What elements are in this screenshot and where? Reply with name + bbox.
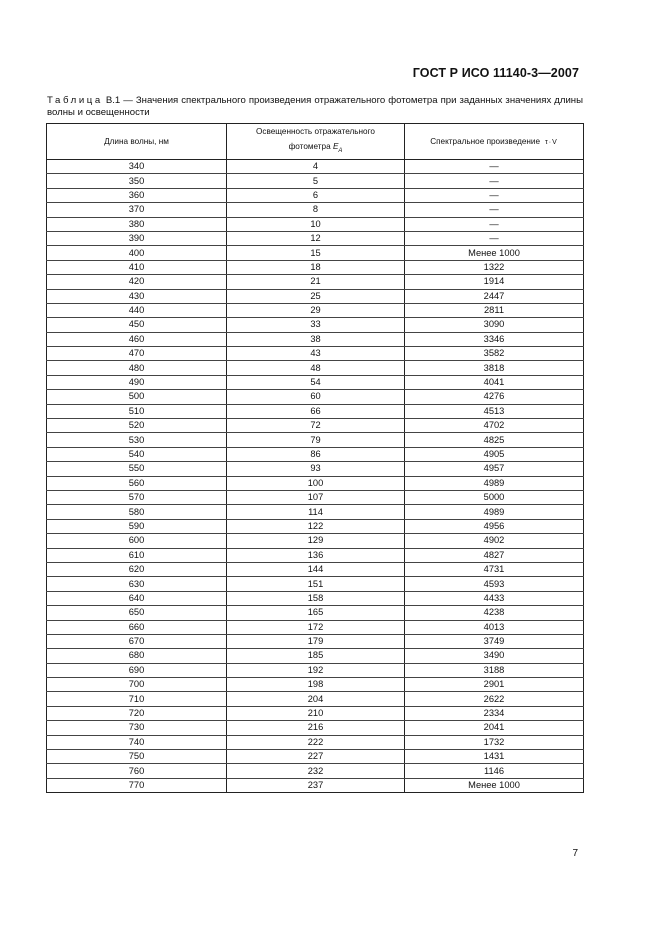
cell-illuminance: 198 [227, 678, 405, 692]
header-illuminance-line2: фотометра [288, 142, 333, 151]
cell-spectral-product: 2041 [405, 721, 584, 735]
cell-wavelength: 720 [47, 706, 227, 720]
cell-illuminance: 151 [227, 577, 405, 591]
cell-wavelength: 650 [47, 606, 227, 620]
cell-wavelength: 370 [47, 203, 227, 217]
cell-wavelength: 570 [47, 490, 227, 504]
table-caption [47, 95, 583, 119]
table-row [47, 174, 584, 188]
table-row [47, 678, 584, 692]
cell-wavelength: 440 [47, 303, 227, 317]
cell-spectral-product: — [405, 174, 584, 188]
table-row [47, 390, 584, 404]
cell-spectral-product: 3090 [405, 318, 584, 332]
cell-illuminance: 204 [227, 692, 405, 706]
table-row [47, 721, 584, 735]
table-row [47, 275, 584, 289]
spectral-product-symbol: τ·V [545, 138, 558, 146]
header-wavelength: Длина волны, нм [47, 124, 227, 160]
header-spectral-product-label: Спектральное произведение [430, 136, 541, 146]
cell-wavelength: 540 [47, 447, 227, 461]
cell-illuminance: 237 [227, 778, 405, 792]
cell-illuminance: 227 [227, 750, 405, 764]
cell-illuminance: 210 [227, 706, 405, 720]
document-code: ГОСТ Р ИСО 11140-3—2007 [412, 66, 579, 80]
cell-illuminance: 172 [227, 620, 405, 634]
table-row [47, 706, 584, 720]
cell-wavelength: 610 [47, 548, 227, 562]
cell-illuminance: 129 [227, 534, 405, 548]
table-caption-text: В.1 — Значения спектрального произведения отражательного фотометра при заданных значениях длины волны и освещенности [47, 95, 583, 118]
cell-wavelength: 480 [47, 361, 227, 375]
table-row [47, 778, 584, 792]
table-row [47, 246, 584, 260]
cell-spectral-product: — [405, 231, 584, 245]
cell-illuminance: 54 [227, 375, 405, 389]
cell-illuminance: 72 [227, 419, 405, 433]
cell-wavelength: 660 [47, 620, 227, 634]
table-body [47, 160, 584, 793]
table-row [47, 562, 584, 576]
cell-illuminance: 107 [227, 490, 405, 504]
cell-wavelength: 530 [47, 433, 227, 447]
cell-wavelength: 490 [47, 375, 227, 389]
cell-illuminance: 18 [227, 260, 405, 274]
table-row [47, 764, 584, 778]
cell-illuminance: 12 [227, 231, 405, 245]
cell-illuminance: 48 [227, 361, 405, 375]
cell-wavelength: 630 [47, 577, 227, 591]
table-row [47, 476, 584, 490]
table-row [47, 634, 584, 648]
cell-spectral-product: 3490 [405, 649, 584, 663]
cell-wavelength: 520 [47, 419, 227, 433]
cell-spectral-product: — [405, 160, 584, 174]
illuminance-subscript: A [338, 148, 343, 154]
table-row [47, 231, 584, 245]
cell-wavelength: 400 [47, 246, 227, 260]
cell-illuminance: 79 [227, 433, 405, 447]
table-row [47, 361, 584, 375]
cell-spectral-product: 1322 [405, 260, 584, 274]
spectral-product-table [46, 123, 584, 793]
table-row [47, 591, 584, 605]
table-row [47, 217, 584, 231]
cell-illuminance: 144 [227, 562, 405, 576]
cell-illuminance: 232 [227, 764, 405, 778]
cell-wavelength: 340 [47, 160, 227, 174]
table-caption-label: Таблица [47, 95, 103, 106]
cell-illuminance: 165 [227, 606, 405, 620]
cell-spectral-product: — [405, 217, 584, 231]
cell-spectral-product: 5000 [405, 490, 584, 504]
cell-wavelength: 360 [47, 188, 227, 202]
cell-wavelength: 750 [47, 750, 227, 764]
cell-wavelength: 510 [47, 404, 227, 418]
cell-wavelength: 350 [47, 174, 227, 188]
table-row [47, 260, 584, 274]
table-row [47, 347, 584, 361]
cell-spectral-product: 4513 [405, 404, 584, 418]
cell-wavelength: 740 [47, 735, 227, 749]
cell-spectral-product: 4989 [405, 505, 584, 519]
cell-illuminance: 29 [227, 303, 405, 317]
table-row [47, 490, 584, 504]
cell-spectral-product: 1732 [405, 735, 584, 749]
table-row [47, 160, 584, 174]
cell-spectral-product: 4013 [405, 620, 584, 634]
cell-spectral-product: 2334 [405, 706, 584, 720]
cell-wavelength: 550 [47, 462, 227, 476]
illuminance-symbol: E [332, 142, 339, 151]
cell-spectral-product: 3818 [405, 361, 584, 375]
table-row [47, 519, 584, 533]
header-illuminance [227, 124, 405, 160]
cell-wavelength: 700 [47, 678, 227, 692]
cell-spectral-product: 1431 [405, 750, 584, 764]
table-row [47, 692, 584, 706]
table-row [47, 303, 584, 317]
table-row [47, 289, 584, 303]
cell-illuminance: 4 [227, 160, 405, 174]
cell-illuminance: 43 [227, 347, 405, 361]
cell-wavelength: 710 [47, 692, 227, 706]
table-row [47, 419, 584, 433]
cell-illuminance: 100 [227, 476, 405, 490]
cell-illuminance: 10 [227, 217, 405, 231]
cell-illuminance: 60 [227, 390, 405, 404]
cell-spectral-product: 2811 [405, 303, 584, 317]
cell-wavelength: 600 [47, 534, 227, 548]
table-row [47, 404, 584, 418]
table-row [47, 548, 584, 562]
cell-illuminance: 93 [227, 462, 405, 476]
header-illuminance-line1: Освещенность отражательного [256, 127, 375, 136]
table-row [47, 620, 584, 634]
cell-spectral-product: 4238 [405, 606, 584, 620]
cell-spectral-product: Менее 1000 [405, 778, 584, 792]
cell-spectral-product: 4276 [405, 390, 584, 404]
cell-spectral-product: 4731 [405, 562, 584, 576]
cell-spectral-product: 2447 [405, 289, 584, 303]
cell-spectral-product: — [405, 203, 584, 217]
header-spectral-product [405, 124, 584, 160]
table-row [47, 375, 584, 389]
cell-wavelength: 420 [47, 275, 227, 289]
cell-wavelength: 730 [47, 721, 227, 735]
cell-illuminance: 158 [227, 591, 405, 605]
table-row [47, 462, 584, 476]
cell-illuminance: 216 [227, 721, 405, 735]
cell-illuminance: 21 [227, 275, 405, 289]
table-row [47, 188, 584, 202]
cell-wavelength: 410 [47, 260, 227, 274]
cell-spectral-product: 4702 [405, 419, 584, 433]
cell-wavelength: 590 [47, 519, 227, 533]
cell-illuminance: 15 [227, 246, 405, 260]
table-row [47, 447, 584, 461]
cell-wavelength: 640 [47, 591, 227, 605]
cell-illuminance: 114 [227, 505, 405, 519]
cell-illuminance: 38 [227, 332, 405, 346]
cell-illuminance: 33 [227, 318, 405, 332]
cell-spectral-product: Менее 1000 [405, 246, 584, 260]
cell-wavelength: 390 [47, 231, 227, 245]
table-row [47, 203, 584, 217]
cell-spectral-product: 4956 [405, 519, 584, 533]
cell-spectral-product: 2622 [405, 692, 584, 706]
table-row [47, 649, 584, 663]
cell-spectral-product: 4902 [405, 534, 584, 548]
cell-illuminance: 25 [227, 289, 405, 303]
cell-spectral-product: 4827 [405, 548, 584, 562]
cell-illuminance: 86 [227, 447, 405, 461]
cell-illuminance: 136 [227, 548, 405, 562]
cell-wavelength: 470 [47, 347, 227, 361]
page-number: 7 [572, 848, 578, 859]
cell-illuminance: 66 [227, 404, 405, 418]
table-row [47, 663, 584, 677]
cell-spectral-product: 1146 [405, 764, 584, 778]
table-row [47, 750, 584, 764]
cell-wavelength: 670 [47, 634, 227, 648]
cell-illuminance: 185 [227, 649, 405, 663]
cell-spectral-product: 4905 [405, 447, 584, 461]
cell-illuminance: 122 [227, 519, 405, 533]
cell-spectral-product: 3188 [405, 663, 584, 677]
table-row [47, 318, 584, 332]
cell-wavelength: 430 [47, 289, 227, 303]
cell-spectral-product: 3749 [405, 634, 584, 648]
cell-illuminance: 6 [227, 188, 405, 202]
cell-spectral-product: 4433 [405, 591, 584, 605]
cell-spectral-product: 1914 [405, 275, 584, 289]
cell-illuminance: 179 [227, 634, 405, 648]
cell-spectral-product: 4957 [405, 462, 584, 476]
cell-spectral-product: 4041 [405, 375, 584, 389]
cell-spectral-product: 2901 [405, 678, 584, 692]
cell-illuminance: 192 [227, 663, 405, 677]
cell-spectral-product: 4825 [405, 433, 584, 447]
cell-wavelength: 680 [47, 649, 227, 663]
cell-spectral-product: 3582 [405, 347, 584, 361]
cell-wavelength: 450 [47, 318, 227, 332]
cell-spectral-product: 4593 [405, 577, 584, 591]
cell-wavelength: 560 [47, 476, 227, 490]
table-row [47, 577, 584, 591]
cell-wavelength: 500 [47, 390, 227, 404]
cell-wavelength: 760 [47, 764, 227, 778]
table-header-row [47, 124, 584, 160]
table-row [47, 433, 584, 447]
cell-wavelength: 690 [47, 663, 227, 677]
table-row [47, 505, 584, 519]
table-row [47, 606, 584, 620]
cell-wavelength: 580 [47, 505, 227, 519]
cell-spectral-product: 4989 [405, 476, 584, 490]
cell-illuminance: 5 [227, 174, 405, 188]
cell-illuminance: 222 [227, 735, 405, 749]
table-row [47, 332, 584, 346]
table-row [47, 534, 584, 548]
cell-wavelength: 380 [47, 217, 227, 231]
cell-wavelength: 460 [47, 332, 227, 346]
cell-illuminance: 8 [227, 203, 405, 217]
cell-wavelength: 770 [47, 778, 227, 792]
cell-spectral-product: 3346 [405, 332, 584, 346]
cell-wavelength: 620 [47, 562, 227, 576]
cell-spectral-product: — [405, 188, 584, 202]
table-row [47, 735, 584, 749]
